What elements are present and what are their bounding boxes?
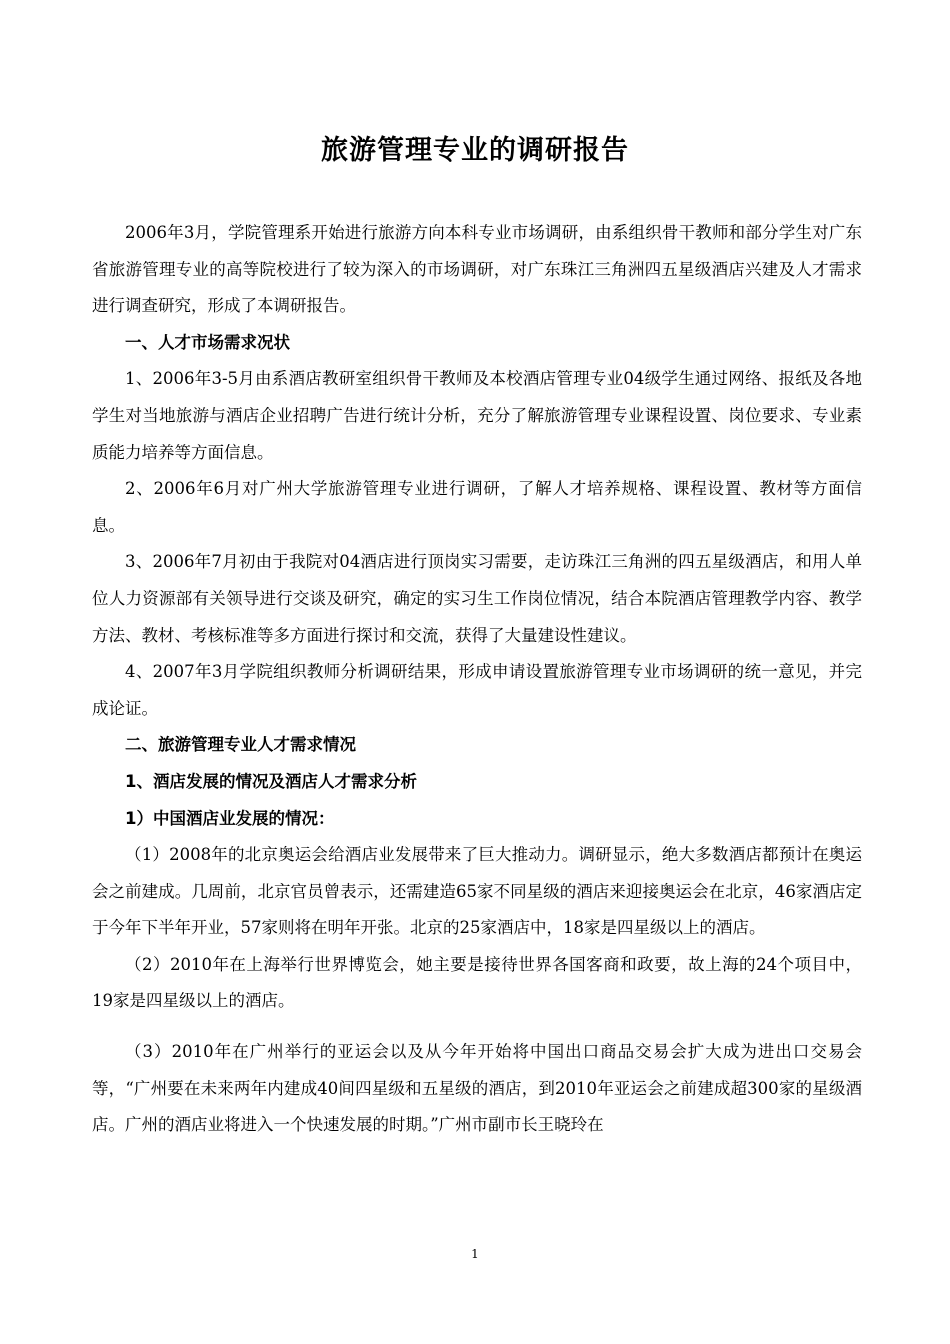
section-heading-2: 二、旅游管理专业人才需求情况 — [125, 735, 356, 755]
paragraph-item-2: 2、2006年6月对广州大学旅游管理专业进行调研，了解人才培养规格、课程设置、教材等方面信息。 — [92, 479, 862, 535]
paragraph-guangzhou: （3）2010年在广州举行的亚运会以及从今年开始将中国出口商品交易会扩大成为进出口交易会等，“广州要在未来两年内建成40间四星级和五星级的酒店，到2010年亚运会之前建成超300家的星级酒店。广州的酒店业将进入一个快速发展的时期。”广州市副市长王晓玲在 — [92, 1042, 862, 1135]
document-body — [92, 215, 862, 1144]
intro-paragraph: 2006年3月，学院管理系开始进行旅游方向本科专业市场调研，由系组织骨干教师和部分学生对广东省旅游管理专业的高等院校进行了较为深入的市场调研，对广东珠江三角洲四五星级酒店兴建及人才需求进行调查研究，形成了本调研报告。 — [92, 223, 862, 316]
sub-subsection-heading: 1）中国酒店业发展的情况： — [125, 808, 335, 828]
paragraph-item-4: 4、2007年3月学院组织教师分析调研结果，形成申请设置旅游管理专业市场调研的统一意见，并完成论证。 — [92, 662, 862, 718]
paragraph-item-3: 3、2006年7月初由于我院对04酒店进行顶岗实习需要，走访珠江三角洲的四五星级酒店，和用人单位人力资源部有关领导进行交谈及研究，确定的实习生工作岗位情况，结合本院酒店管理教学内容、教学方法、教材、考核标准等多方面进行探讨和交流，获得了大量建设性建议。 — [92, 552, 862, 645]
paragraph-beijing: （1）2008年的北京奥运会给酒店业发展带来了巨大推动力。调研显示，绝大多数酒店都预计在奥运会之前建成。几周前，北京官员曾表示，还需建造65家不同星级的酒店来迎接奥运会在北京，46家酒店定于今年下半年开业，57家则将在明年开张。北京的25家酒店中，18家是四星级以上的酒店。 — [92, 845, 862, 938]
paragraph-item-1: 1、2006年3-5月由系酒店教研室组织骨干教师及本校酒店管理专业04级学生通过网络、报纸及各地学生对当地旅游与酒店企业招聘广告进行统计分析，充分了解旅游管理专业课程设置、岗位要求、专业素质能力培养等方面信息。 — [92, 369, 862, 462]
paragraph-shanghai: （2）2010年在上海举行世界博览会，她主要是接待世界各国客商和政要，故上海的24个项目中，19家是四星级以上的酒店。 — [92, 954, 862, 1011]
section-heading-1: 一、人才市场需求况状 — [125, 332, 290, 352]
subsection-heading: 1、酒店发展的情况及酒店人才需求分析 — [125, 771, 417, 791]
page-number: 1 — [471, 1247, 479, 1261]
document-title: 旅游管理专业的调研报告 — [321, 135, 629, 166]
